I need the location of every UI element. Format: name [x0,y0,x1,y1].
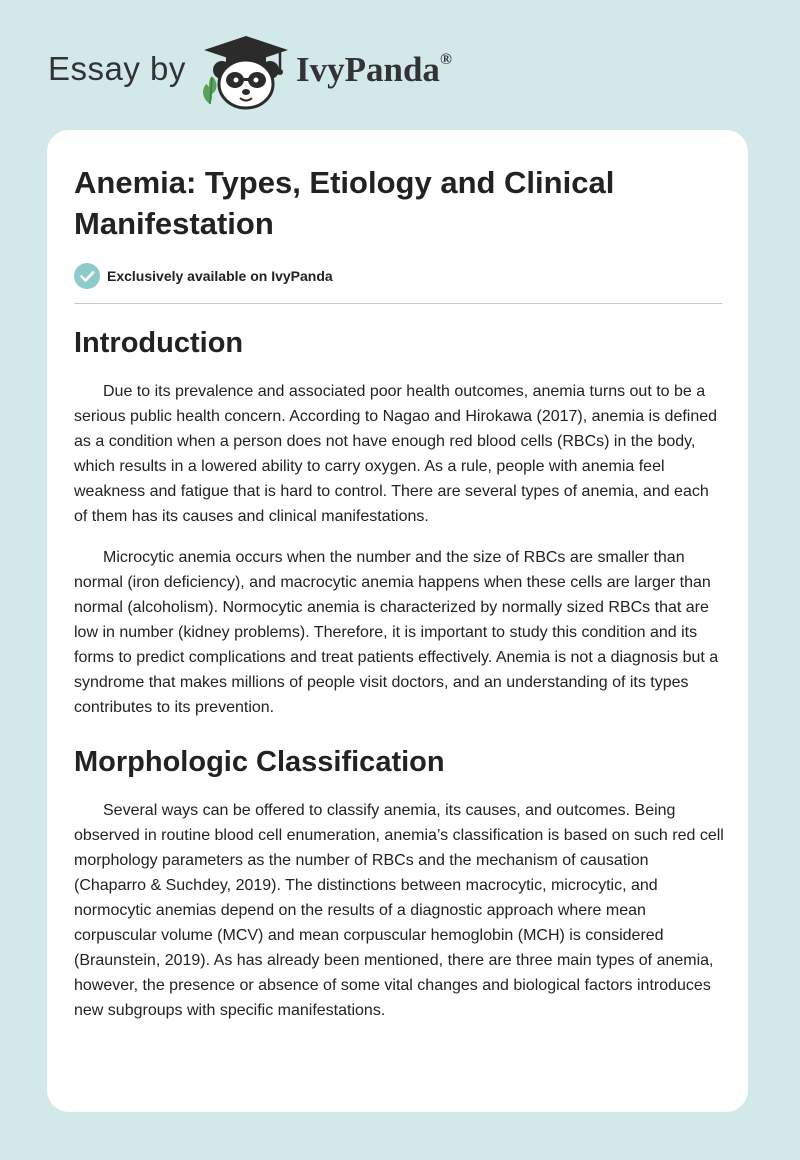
exclusive-badge-text: Exclusively available on IvyPanda [107,268,333,284]
check-circle-icon [74,263,100,289]
paragraph: Microcytic anemia occurs when the number and the size of RBCs are smaller than normal (iron deficiency), and macrocytic anemia happens when these cells are larger than normal (alcoholism). Normocytic anemia is characterized by normally sized RBCs that are low in number (kidney problems). Therefore, it is important to study this condition and its forms to predict complications and treat patients effectively. Anemia is not a diagnosis but a syndrome that makes millions of people visit doctors, and an understanding of its types contributes to its prevention. [74,549,719,716]
exclusive-badge [74,262,333,290]
site-header [0,0,800,120]
brand-name-text: IvyPanda [296,50,440,89]
essay-by-label: Essay by [48,50,186,87]
essay-card [47,130,748,1112]
paragraph: Several ways can be offered to classify anemia, its causes, and outcomes. Being observed in routine blood cell enumeration, anemia’s classification is based on such red cell morphology parameters as the number of RBCs and the mechanism of causation (Chaparro & Suchdey, 2019). The distinctions between macrocytic, microcytic, and normocytic anemias depend on the results of a diagnostic approach where mean corpuscular volume (MCV) and mean corpuscular hemoglobin (MCH) is considered (Braunstein, 2019). As has already been mentioned, there are three main types of anemia, however, the presence or absence of some vital changes and biological factors introduces new subgroups with specific manifestations. [74,802,724,1019]
essay-title: Anemia: Types, Etiology and Clinical Manifestation [74,165,615,241]
essay-body [74,322,724,1023]
divider [74,303,722,304]
paragraph: Due to its prevalence and associated poor health outcomes, anemia turns out to be a serious public health concern. According to Nagao and Hirokawa (2017), anemia is defined as a condition when a person does not have enough red blood cells (RBCs) in the body, which results in a lowered ability to carry oxygen. As a rule, people with anemia feel weakness and fatigue that is hard to control. There are several types of anemia, and each of them has its causes and clinical manifestations. [74,383,718,525]
section-heading-introduction: Introduction [74,327,244,359]
registered-mark: ® [439,51,452,69]
section-heading-morphologic-classification: Morphologic Classification [74,746,445,778]
brand-name[interactable] [296,50,452,90]
panda-graduate-icon[interactable] [200,34,292,110]
